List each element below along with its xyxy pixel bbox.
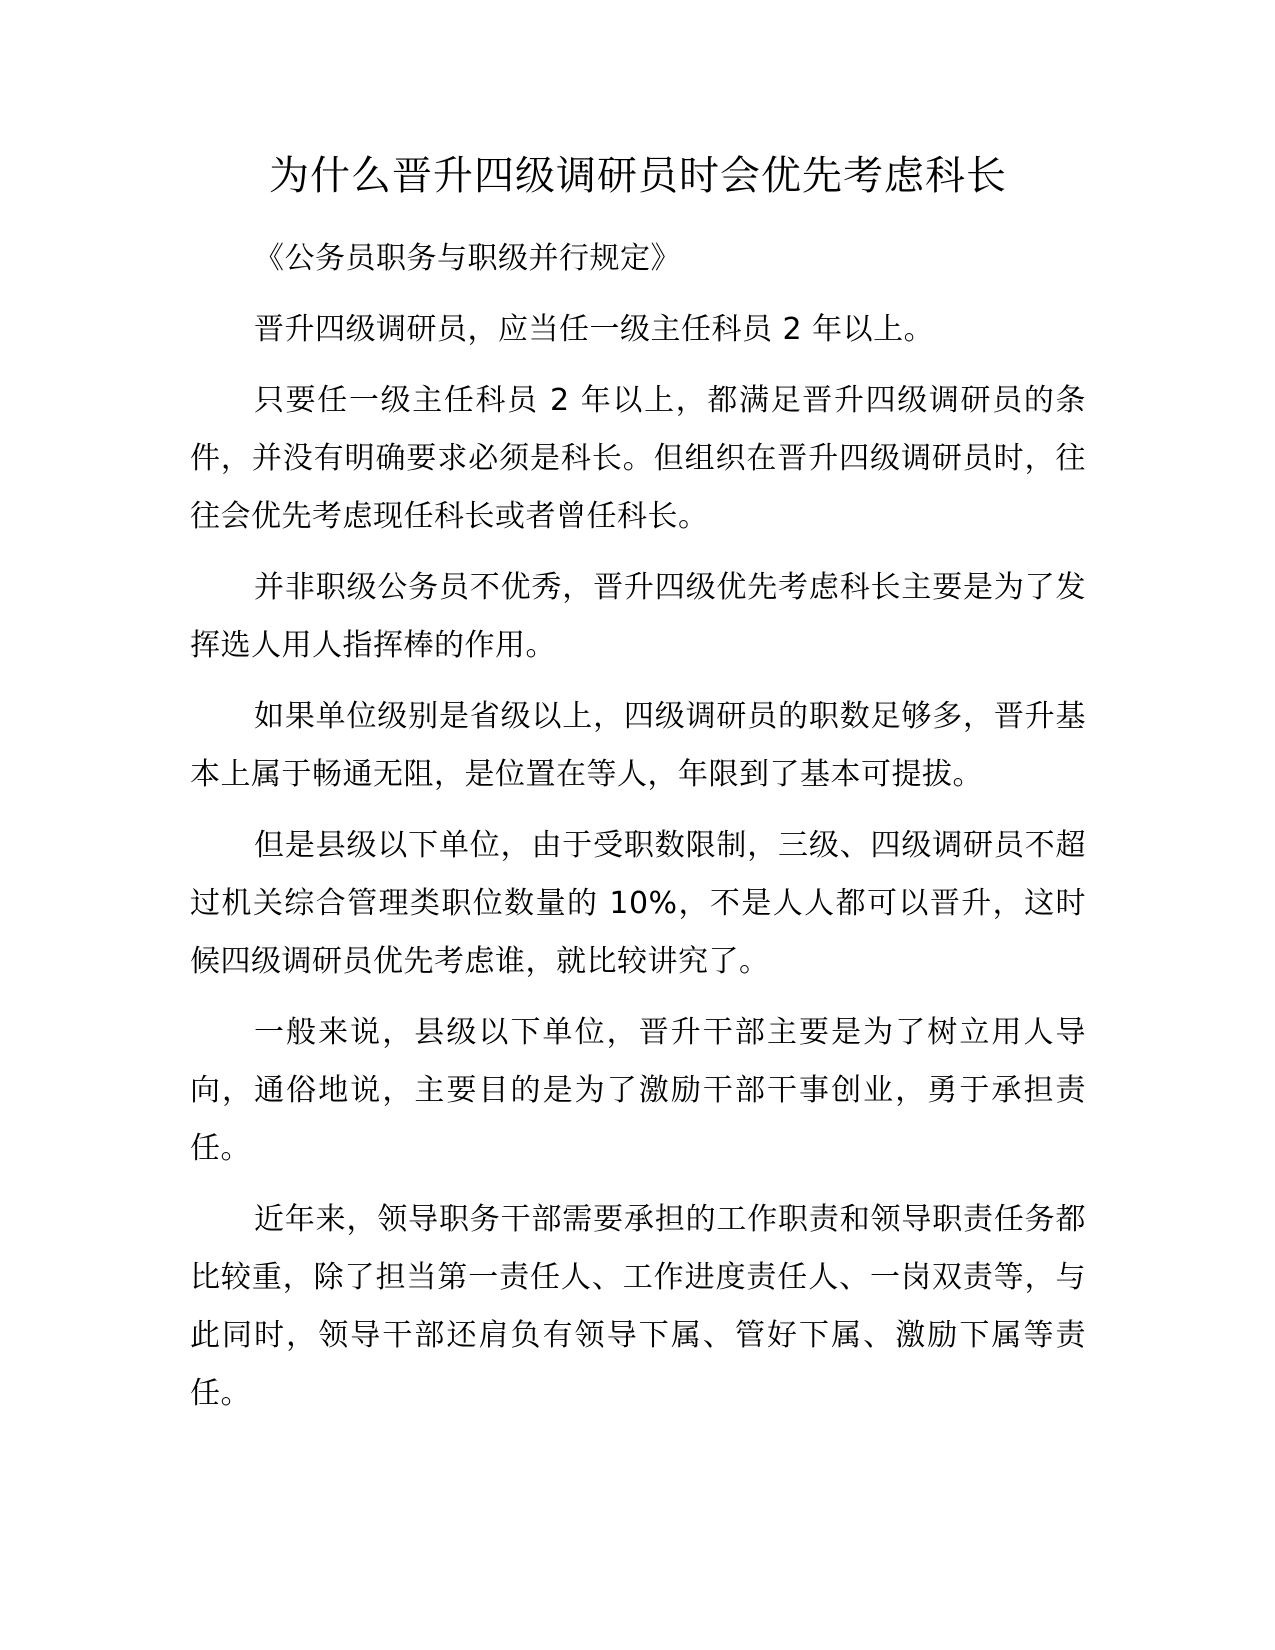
paragraph-purpose: 并非职级公务员不优秀，晋升四级优先考虑科长主要是为了发挥选人用人指挥棒的作用。 <box>190 570 1086 663</box>
paragraph-condition: 只要任一级主任科员 2 年以上，都满足晋升四级调研员的条件，并没有明确要求必须是科长。但组织在晋升四级调研员时，往往会优先考虑现任科长或者曾任科长。 <box>190 383 1086 534</box>
paragraph-requirement: 晋升四级调研员，应当任一级主任科员 2 年以上。 <box>254 312 935 347</box>
paragraph-guidance: 一般来说，县级以下单位，晋升干部主要是为了树立用人导向，通俗地说，主要目的是为了激励干部干事创业，勇于承担责任。 <box>190 1015 1086 1166</box>
paragraph-county: 但是县级以下单位，由于受职数限制，三级、四级调研员不超过机关综合管理类职位数量的 10%，不是人人都可以晋升，这时候四级调研员优先考虑谁，就比较讲究了。 <box>190 828 1086 979</box>
document-title: 为什么晋升四级调研员时会优先考虑科长 <box>269 153 1007 199</box>
document-body <box>190 230 1086 1436</box>
paragraph-provincial: 如果单位级别是省级以上，四级调研员的职数足够多，晋升基本上属于畅通无阻，是位置在等人，年限到了基本可提拔。 <box>190 699 1086 792</box>
paragraph-responsibility: 近年来，领导职务干部需要承担的工作职责和领导职责任务都比较重，除了担当第一责任人、工作进度责任人、一岗双责等，与此同时，领导干部还肩负有领导下属、管好下属、激励下属等责任。 <box>190 1202 1086 1411</box>
paragraph-regulation-name: 《公务员职务与职级并行规定》 <box>254 241 681 276</box>
